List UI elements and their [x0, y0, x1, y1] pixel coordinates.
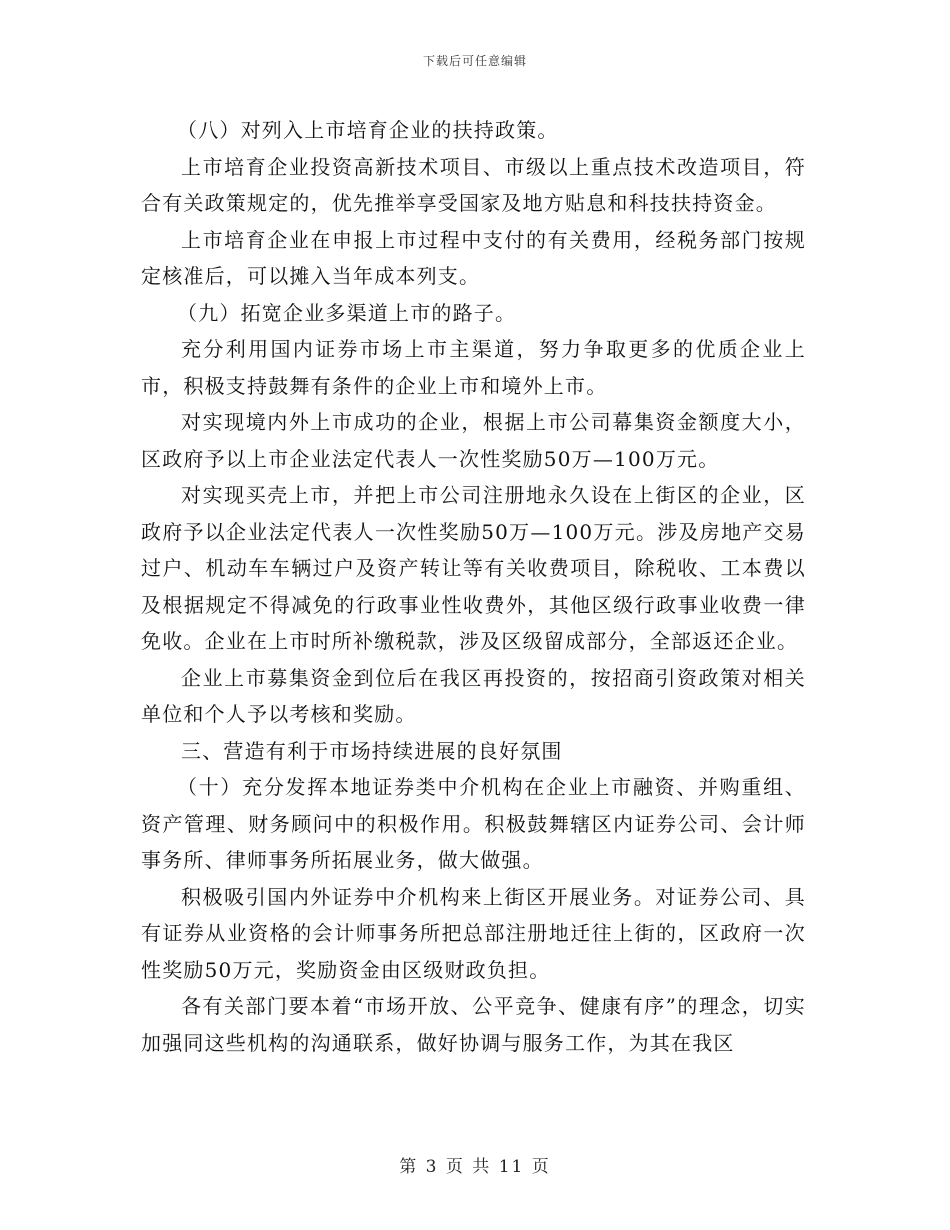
paragraph: 上市培育企业投资高新技术项目、市级以上重点技术改造项目，符合有关政策规定的，优先推举享受国家及地方贴息和科技扶持资金。 — [141, 154, 806, 215]
paragraph: 积极吸引国内外证券中介机构来上街区开展业务。对证券公司、具有证券从业资格的会计师事务所把总部注册地迁往上街的，区政府一次性奖励50万元，奖励资金由区级财政负担。 — [141, 884, 806, 982]
paragraph: 上市培育企业在申报上市过程中支付的有关费用，经税务部门按规定核准后，可以摊入当年成本列支。 — [141, 227, 806, 288]
paragraph: 企业上市募集资金到位后在我区再投资的，按招商引资政策对相关单位和个人予以考核和奖励。 — [141, 665, 806, 726]
paragraph: 对实现境内外上市成功的企业，根据上市公司幕集资金额度大小，区政府予以上市企业法定代表人一次性奖励50万—100万元。 — [141, 410, 806, 471]
page-header-note: 下载后可任意编辑 — [422, 54, 527, 68]
section-heading-3: 三、营造有利于市场持续进展的良好氛围 — [181, 738, 563, 763]
paragraph: 各有关部门要本着“市场开放、公平竞争、健康有序”的理念，切实加强同这些机构的沟通联系，做好协调与服务工作，为其在我区 — [141, 994, 806, 1055]
paragraph-section-10: （十）充分发挥本地证券类中介机构在企业上市融资、并购重组、资产管理、财务顾问中的积极作用。积极鼓舞辖区内证券公司、会计师事务所、律师事务所拓展业务，做大做强。 — [141, 775, 806, 872]
page-number: 第 3 页 共 11 页 — [399, 1157, 551, 1177]
paragraph-section-8-title: （八）对列入上市培育企业的扶持政策。 — [177, 118, 559, 142]
paragraph: 对实现买壳上市，并把上市公司注册地永久设在上街区的企业，区政府予以企业法定代表人一次性奖励50万—100万元。涉及房地产交易过户、机动车车辆过户及资产转让等有关收费项目，除税收、工本费以及根据规定不得减免的行政事业性收费外，其他区级行政事业收费一律免收。企业在上市时所补缴税款，涉及区级留成部分，全部返还企业。 — [141, 483, 806, 653]
paragraph: 充分利用国内证券市场上市主渠道，努力争取更多的优质企业上市，积极支持鼓舞有条件的企业上市和境外上市。 — [141, 337, 806, 398]
paragraph-section-9-title: （九）拓宽企业多渠道上市的路子。 — [177, 300, 517, 325]
document-body — [141, 112, 806, 1061]
